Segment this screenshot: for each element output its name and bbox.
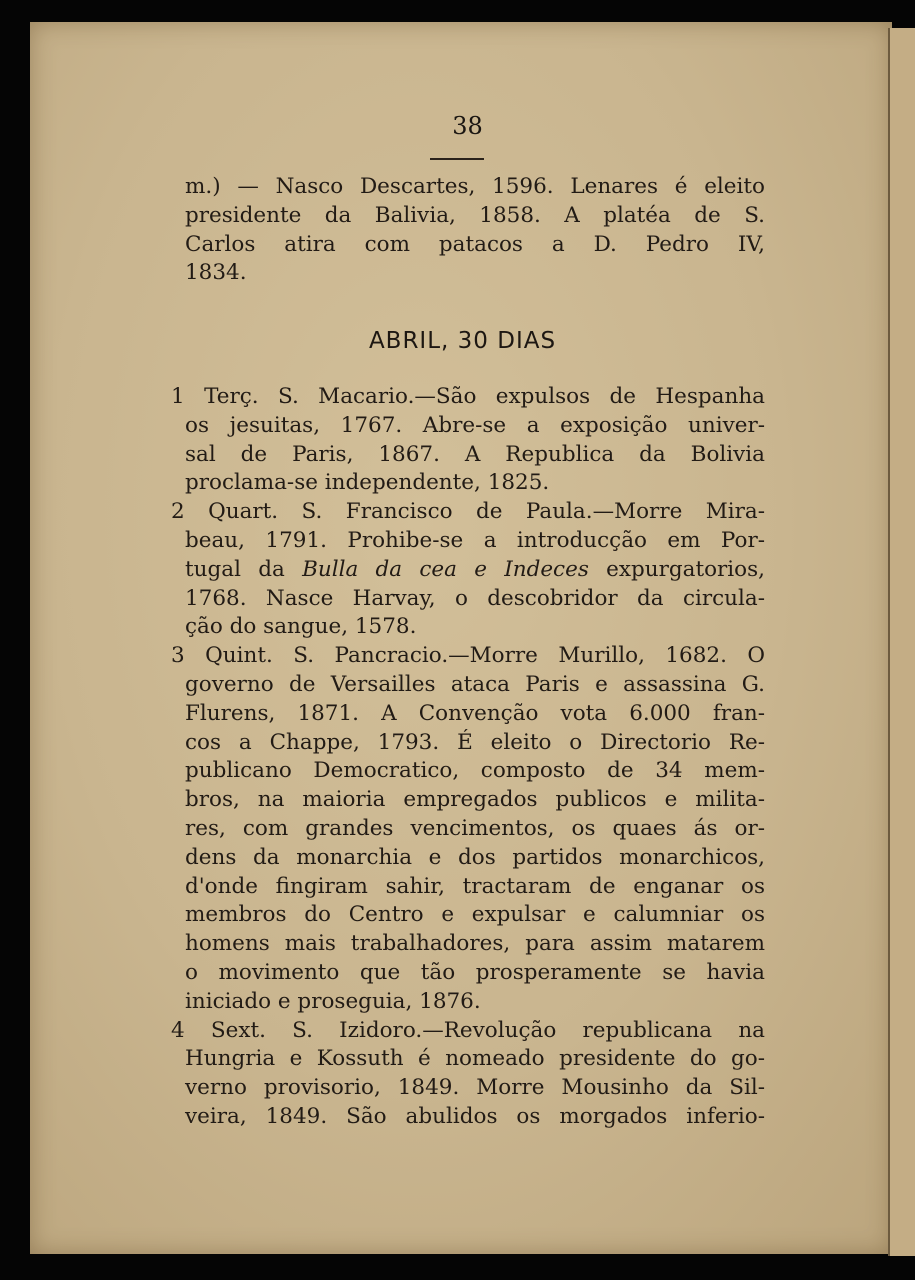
- entry-line: os jesuitas, 1767. Abre-se a exposição univer-: [185, 412, 765, 438]
- month-heading: ABRIL, 30 DIAS: [368, 328, 557, 354]
- text-line: 1834.: [185, 260, 247, 286]
- entry-line: beau, 1791. Prohibe-se a introducção em Por-: [185, 527, 765, 553]
- entry-line: Flurens, 1871. A Convenção vota 6.000 fran-: [185, 700, 765, 726]
- entry-line: dens da monarchia e dos partidos monarchicos,: [185, 844, 765, 870]
- entry-line: cos a Chappe, 1793. É eleito o Directorio Re-: [185, 729, 765, 755]
- entry-line: membros do Centro e expulsar e calumniar os: [185, 902, 765, 928]
- entry-line: sal de Paris, 1867. A Republica da Bolivia: [185, 441, 765, 467]
- entry-line: publicano Democratico, composto de 34 mem-: [185, 758, 765, 784]
- entry-line: d'onde fingiram sahir, tractaram de enganar os: [185, 873, 765, 899]
- adjacent-page-edge: [888, 28, 915, 1256]
- entry-line: homens mais trabalhadores, para assim matarem: [185, 931, 765, 957]
- entry-line: o movimento que tão prosperamente se havia: [185, 959, 765, 985]
- text-line: presidente da Balivia, 1858. A platéa de S.: [185, 202, 765, 228]
- entry-line: verno provisorio, 1849. Morre Mousinho da Sil-: [185, 1075, 765, 1101]
- entry-line: 4 Sext. S. Izidoro.—Revolução republicana na: [171, 1017, 765, 1043]
- entry-text: tugal da: [185, 556, 303, 582]
- page-number: 38: [452, 112, 483, 140]
- entries-block: [171, 383, 765, 1132]
- entry-line: 1768. Nasce Harvay, o descobridor da circula-: [185, 585, 765, 611]
- entry-line: res, com grandes vencimentos, os quaes ás or-: [185, 815, 765, 841]
- entry-line: 1 Terç. S. Macario.—São expulsos de Hespanha: [171, 384, 765, 409]
- intro-paragraph: [185, 173, 765, 288]
- entry-line: Hungria e Kossuth é nomeado presidente do go-: [185, 1046, 765, 1072]
- entry-line: governo de Versailles ataca Paris e assassina G.: [185, 671, 765, 697]
- entry-text: expurgatorios,: [588, 556, 765, 582]
- entry-line: ção do sangue, 1578.: [185, 614, 417, 640]
- entry-line: 3 Quint. S. Pancracio.—Morre Murillo, 1682. O: [171, 643, 765, 669]
- text-line: m.) — Nasco Descartes, 1596. Lenares é eleito: [185, 174, 765, 199]
- entry-line: 2 Quart. S. Francisco de Paula.—Morre Mira-: [171, 499, 765, 525]
- entry-line: iniciado e proseguia, 1876.: [185, 988, 481, 1014]
- entry-line: bros, na maioria empregados publicos e milita-: [185, 787, 765, 813]
- entry-line: veira, 1849. São abulidos os morgados inferio-: [185, 1103, 765, 1129]
- text-line: Carlos atira com patacos a D. Pedro IV,: [185, 231, 765, 257]
- page-number-rule: [430, 158, 484, 160]
- italic-title: Bulla da cea e Indeces: [302, 556, 589, 582]
- entry-line: proclama-se independente, 1825.: [185, 470, 550, 496]
- entry-line-with-italic: [185, 556, 765, 585]
